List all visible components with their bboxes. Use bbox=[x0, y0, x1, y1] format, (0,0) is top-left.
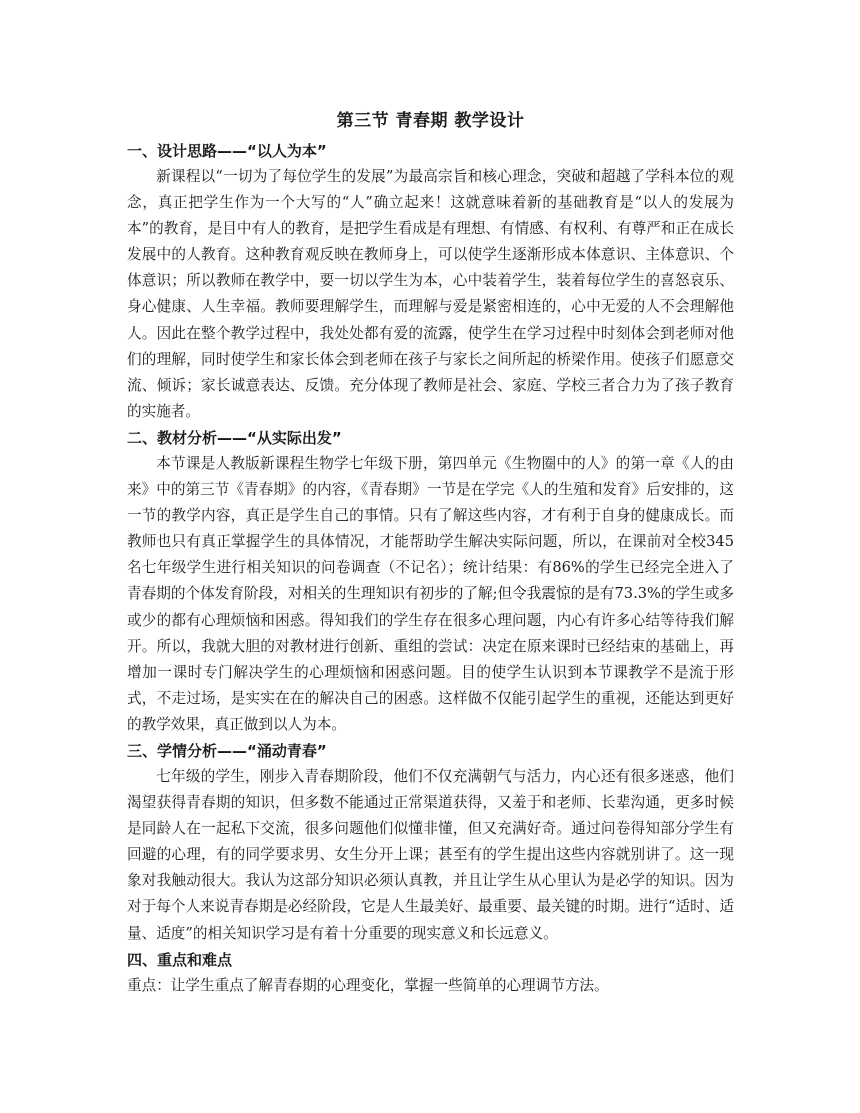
section-heading-student-analysis: 三、学情分析——“涌动青春” bbox=[127, 741, 327, 760]
document-page bbox=[127, 108, 734, 999]
document-title: 第三节 青春期 教学设计 bbox=[336, 111, 525, 131]
section-heading-key-points: 四、重点和难点 bbox=[127, 950, 233, 969]
section-paragraph-student-analysis: 七年级的学生，刚步入青春期阶段，他们不仅充满朝气与活力，内心还有很多迷惑，他们渴望获得青春期的知识，但多数不能通过正常渠道获得，又羞于和老师、长辈沟通，更多时候是同龄人在一起私下交流，很多问题他们似懂非懂，但又充满好奇。通过问卷得知部分学生有回避的心理，有的同学要求男、女生分开上课；甚至有的学生提出这些内容就别讲了。这一现象对我触动很大。我认为这部分知识必须认真教，并且让学生从心里认为是必学的知识。因为对于每个人来说青春期是必经阶段，它是人生最美好、最重要、最关键的时期。进行“适时、适量、适度”的相关知识学习是有着十分重要的现实意义和长远意义。 bbox=[127, 767, 734, 942]
section-heading-material-analysis: 二、教材分析——“从实际出发” bbox=[127, 428, 342, 447]
section-heading-design-idea: 一、设计思路——“以人为本” bbox=[127, 142, 327, 160]
section-paragraph-design-idea: 新课程以“一切为了每位学生的发展”为最高宗旨和核心理念，突破和超越了学科本位的观念，真正把学生作为一个大写的“人”确立起来！这就意味着新的基础教育是“以人的发展为本”的教育，是目中有人的教育，是把学生看成是有理想、有情感、有权利、有尊严和正在成长发展中的人教育。这种教育观反映在教师身上，可以使学生逐渐形成本体意识、主体意识、个体意识；所以教师在教学中，要一切以学生为本，心中装着学生，装着每位学生的喜怒哀乐、身心健康、人生幸福。教师要理解学生，而理解与爱是紧密相连的，心中无爱的人不会理解他人。因此在整个教学过程中，我处处都有爱的流露，使学生在学习过程中时刻体会到老师对他们的理解，同时使学生和家长体会到老师在孩子与家长之间所起的桥梁作用。使孩子们愿意交流、倾诉；家长诚意表达、反馈。充分体现了教师是社会、家庭、学校三者合力为了孩子教育的实施者。 bbox=[127, 168, 734, 420]
section-paragraph-key-points: 重点：让学生重点了解青春期的心理变化，掌握一些简单的心理调节方法。 bbox=[127, 976, 609, 994]
section-paragraph-material-analysis: 本节课是人教版新课程生物学七年级下册，第四单元《生物圈中的人》的第一章《人的由来》中的第三节《青春期》的内容，《青春期》一节是在学完《人的生殖和发育》后安排的，这一节的教学内容，真正是学生自己的事情。只有了解这些内容，才有利于自身的健康成长。而教师也只有真正掌握学生的具体情况，才能帮助学生解决实际问题，所以，在课前对全校345名七年级学生进行相关知识的问卷调查（不记名）；统计结果：有86%的学生已经完全进入了青春期的个体发育阶段，对相关的生理知识有初步的了解;但令我震惊的是有73.3%的学生或多或少的都有心理烦恼和困惑。得知我们的学生存在很多心理问题，内心有许多心结等待我们解开。所以，我就大胆的对教材进行创新、重组的尝试：决定在原来课时已经结束的基础上，再增加一课时专门解决学生的心理烦恼和困惑问题。目的使学生认识到本节课教学不是流于形式，不走过场，是实实在在的解决自己的困惑。这样做不仅能引起学生的重视，还能达到更好的教学效果，真正做到以人为本。 bbox=[127, 454, 734, 733]
